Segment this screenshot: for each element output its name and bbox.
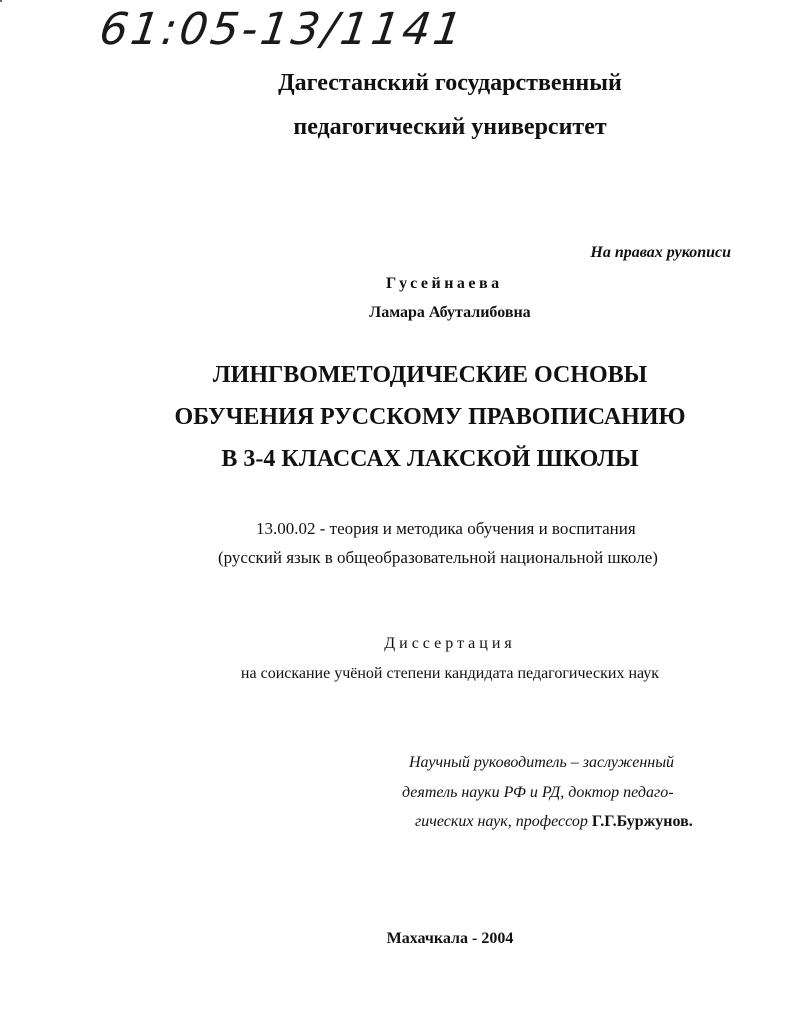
dissertation-title-line2: ОБУЧЕНИЯ РУССКОМУ ПРАВОПИСАНИЮ	[174, 404, 686, 430]
author-given-names: Ламара Абуталибовна	[369, 304, 531, 321]
handwritten-archive-code: 61:05-13/1141	[96, 4, 469, 55]
manuscript-note: На правах рукописи	[590, 244, 731, 261]
institution-name-line2: педагогический университет	[293, 114, 607, 140]
supervisor-line3	[415, 813, 693, 831]
supervisor-line2: деятель науки РФ и РД, доктор педаго-	[402, 784, 674, 801]
city-year: Махачкала - 2004	[386, 930, 514, 947]
institution-name-line1: Дагестанский государственный	[278, 70, 622, 96]
scan-speck	[0, 0, 2, 2]
supervisor-title: гических наук, профессор	[415, 813, 588, 830]
degree-statement: на соискание учёной степени кандидата педагогических наук	[240, 665, 660, 682]
specialty-detail: (русский язык в общеобразовательной национальной школе)	[218, 548, 658, 567]
work-type: Диссертация	[384, 635, 516, 652]
dissertation-title-line1: ЛИНГВОМЕТОДИЧЕСКИЕ ОСНОВЫ	[212, 362, 648, 388]
dissertation-title-line3: В 3-4 КЛАССАХ ЛАКСКОЙ ШКОЛЫ	[221, 446, 639, 472]
author-surname: Гусейнаева	[386, 275, 503, 292]
supervisor-line1: Научный руководитель – заслуженный	[409, 754, 675, 771]
specialty-code: 13.00.02 - теория и методика обучения и воспитания	[256, 519, 636, 538]
supervisor-name: Г.Г.Буржунов.	[591, 813, 693, 830]
